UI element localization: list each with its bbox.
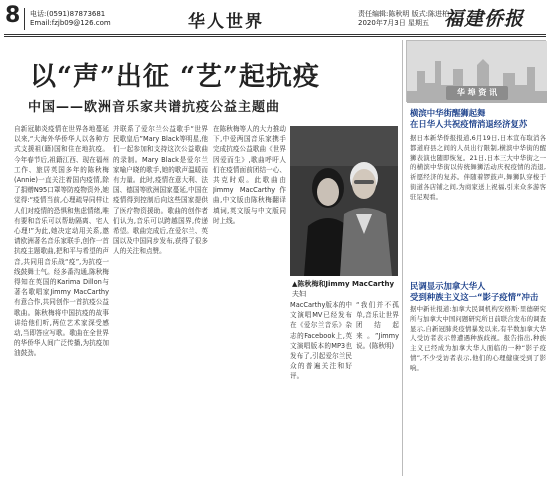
- article-column-3: 在陈秋梅等人的大力推动下,中爱两国音乐家携手完成抗疫公益歌曲《世界因爱而生》,歌曲呼吁人们在疫情面前团结一心、共克时艰。此歌曲由Jimmy MacCarthy作曲,中文版由陈秋梅翻译填词,英文版与中文版同时上线。: [213, 125, 286, 225]
- photo-caption: ▲陈秋梅和Jimmy MacCarthy: [292, 280, 395, 288]
- news-section-badge: 华 埠 资 讯: [446, 86, 508, 100]
- photo-caption-suffix: 夫妇: [292, 290, 306, 298]
- sidebar-story-1-title: 横滨中华街醒狮起舞 在日华人共祝疫情消退经济复苏: [410, 108, 528, 129]
- photo-illustration: [290, 126, 398, 276]
- sidebar-story-1-text: 据日本新华侨报报道,6月19日,日本宣布取消各都道府县之间的人员出行限制,横滨中华街的醒狮表演也随即恢复。21日,日本三大中华街之一的横滨中华街以传统舞狮活动庆祝疫情的消退,祈愿经济的复苏。伴随着锣鼓声,舞狮队穿梭于街道各店铺之间,为商家送上祝福,引来众多游客驻足观看。: [410, 134, 546, 201]
- masthead-divider: [24, 8, 25, 30]
- date-text: 2020年7月3日: [358, 19, 406, 27]
- email-text: Email:fzjb09@126.com: [30, 19, 111, 27]
- article-column-2: 并联系了爱尔兰公益歌手“世界民歌皇后”Mary Black等明星,他们一起参加和支持这次公益歌曲的录制。Mary Black是爱尔兰家喻户晓的歌手,她的歌声温暖而有力量。此时,疫情在意大利、法国、德国等欧洲国家蔓延,中国在疫情得到控制后向这些国家提供了医疗物资援助。歌曲的创作者们认为,音乐可以跨越国界,传递希望。歌曲完成后,在爱尔兰、英国以及中国同步发布,获得了很多人的关注和点赞。: [113, 125, 208, 256]
- editor-info: [358, 10, 449, 28]
- page-number: 8: [5, 3, 21, 28]
- article-column-4: MacCarthy版本的中文演唱MV已经发布在《爱尔兰音乐》杂志的Facebook上,英文演唱版本的MP3也发布了,引起爱尔兰民众的普遍关注和好评。: [290, 301, 352, 381]
- masthead-rule: [4, 34, 546, 35]
- sidebar-divider: [402, 40, 403, 476]
- sidebar-story-2-title: 民调显示加拿大华人 受到种族主义这一“影子疫情”冲击: [410, 281, 539, 302]
- contact-info: [30, 10, 111, 28]
- article-column-1: 自新冠肺炎疫情在世界各地蔓延以来,“大海外华侨华人以各种方式支援祖(籍)国和住在地抗疫。今年春节后,祖籍江西、现在福州工作、旅居英国多年的陈秋梅(Annie)一直关注着国内疫情,除了捐赠N95口罩等防疫物资外,她觉得:“疫情当前,心理疏导同样让人们对疫情的恐惧和焦虑情绪,唯有要和音乐可以帮助隔离、宅人心理!”为此,她决定动用关系,邀请欧洲著名音乐家联手,创作一首抗疫主题歌曲,把和平与希望的声音,共同用音乐战“疫”,为抗疫一线鼓舞士气。经多番沟通,陈秋梅得知在英国的Karima Dillon与著名歌唱家Jimmy MacCarthy有意合作,共同创作一首抗疫公益歌曲。陈秋梅将中国抗疫的故事讲给他们听,两位艺术家深受感动,当即答应写歌。歌曲在全世界的华侨华人间广泛传播,为抗疫加油鼓劲。: [14, 125, 109, 358]
- article-column-5: “我们并不孤单,音乐让世界团结起来。”Jimmy说。(陈秋明): [356, 301, 399, 350]
- weekday-text: 星期五: [407, 19, 429, 27]
- article-subheadline: 中国——欧洲音乐家共谱抗疫公益主题曲: [28, 100, 281, 115]
- article-photo: [290, 126, 398, 276]
- article-headline: 以“声”出征 “艺”起抗疫: [30, 62, 320, 92]
- phone-text: 电话:(0591)87873681: [30, 10, 106, 18]
- section-title: 华人世界: [188, 12, 264, 32]
- editor-text: 责任编辑:陈秋明: [358, 10, 410, 18]
- layout-text: 版式:陈进柏: [411, 10, 449, 18]
- sidebar-story-2-text: 据中新社报道:加拿大民调机构安格斯·里德研究所与加拿大中国问题研究所日前联合发布的调查显示,自新冠肺炎疫情暴发以来,有半数加拿大华人受访者表示曾遭遇种族歧视。报告指出,种族主义已经成为加拿大华人面临的一种“影子疫情”,不少受访者表示,他们的心理健康受到了影响。: [410, 305, 546, 372]
- newspaper-logo: 福建侨报: [444, 8, 525, 30]
- masthead-rule-secondary: [4, 36, 546, 37]
